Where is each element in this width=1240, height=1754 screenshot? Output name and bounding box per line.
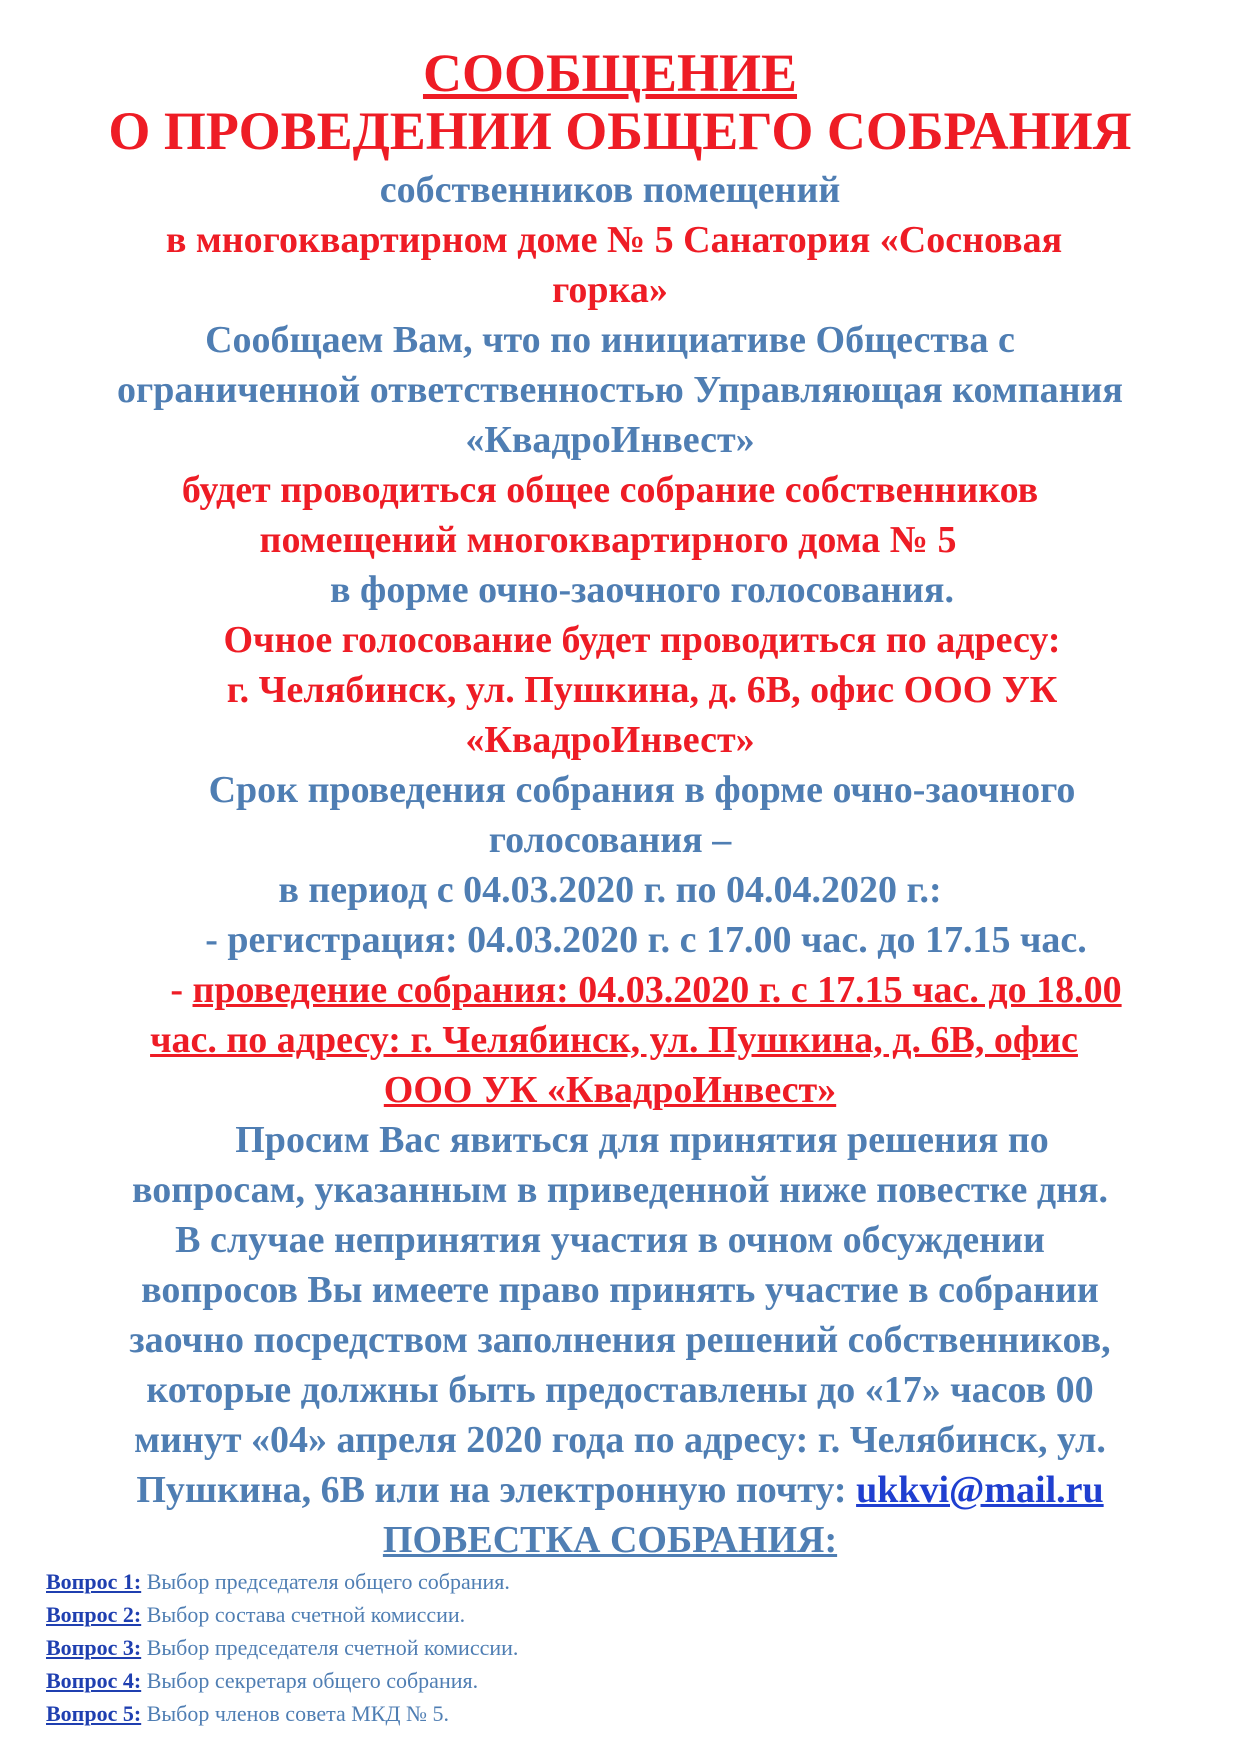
absent-line-4 — [0, 1368, 1240, 1412]
agenda-item-text: Выбор председателя счетной комиссии. — [141, 1635, 519, 1660]
subtitle-text-3: горка» — [552, 269, 668, 311]
agenda-item-text: Выбор секретаря общего собрания. — [141, 1668, 479, 1693]
registration-line — [26, 918, 1240, 962]
subtitle-line-1 — [0, 168, 1230, 212]
address-text-2: «КвадроИнвест» — [465, 719, 755, 761]
agenda-item-text: Выбор членов совета МКД № 5. — [141, 1701, 449, 1726]
request-text-2: вопросам, указанным в приведенной ниже повестке дня. — [131, 1169, 1109, 1211]
absent-text-4: которые должны быть предоставлены до «17» часов 00 — [146, 1369, 1094, 1411]
meeting-line-1 — [0, 468, 1230, 512]
agenda-item — [46, 1668, 478, 1694]
agenda-item — [46, 1569, 510, 1595]
holding-text-2: час. по адресу: г. Челябинск, ул. Пушкина, д. 6В, офис — [150, 1019, 1078, 1061]
absent-line-2 — [0, 1268, 1240, 1312]
absent-text-5: минут «04» апреля 2020 года по адресу: г. Челябинск, ул. — [134, 1419, 1106, 1461]
form-text: в форме очно-заочного голосования. — [330, 569, 954, 611]
absent-line-1 — [0, 1218, 1230, 1262]
request-line-1 — [22, 1118, 1240, 1162]
intro-line-3 — [0, 418, 1230, 462]
term-text-1: Срок проведения собрания в форме очно-заочного — [208, 769, 1076, 811]
holding-line-2 — [0, 1018, 1234, 1062]
intro-text-2: ограниченной ответственностью Управляющая компания — [117, 369, 1123, 411]
title-text-1: СООБЩЕНИЕ — [422, 43, 798, 103]
agenda-item — [46, 1701, 449, 1727]
agenda-item — [46, 1602, 465, 1628]
term-line-2 — [0, 818, 1230, 862]
intro-line-2 — [0, 368, 1240, 412]
subtitle-line-2 — [0, 218, 1234, 262]
meeting-line-2 — [0, 518, 1228, 562]
term-text-2: голосования – — [488, 819, 732, 861]
registration-text: - регистрация: 04.03.2020 г. с 17.00 час. до 17.15 час. — [205, 919, 1087, 961]
absent-text-1: В случае непринятия участия в очном обсуждении — [175, 1219, 1045, 1261]
subtitle-line-3 — [0, 268, 1230, 312]
agenda-item-label: Вопрос 3: — [46, 1635, 142, 1660]
title-line-1 — [0, 42, 1230, 104]
absent-line-6 — [0, 1468, 1240, 1512]
agenda-item-label: Вопрос 2: — [46, 1602, 142, 1627]
subtitle-text-1: собственников помещений — [379, 169, 841, 211]
title-text-2: О ПРОВЕДЕНИИ ОБЩЕГО СОБРАНИЯ — [108, 101, 1132, 161]
agenda-item — [46, 1635, 518, 1661]
agenda-item-label: Вопрос 1: — [46, 1569, 142, 1594]
holding-dash: - — [170, 969, 193, 1011]
address-line-2 — [0, 718, 1230, 762]
absent-line-5 — [0, 1418, 1240, 1462]
address-line-1 — [22, 668, 1240, 712]
address-label-line — [22, 618, 1240, 662]
subtitle-text-2: в многоквартирном доме № 5 Санатория «Сосновая — [165, 219, 1063, 261]
holding-text-3: ООО УК «КвадроИнвест» — [383, 1069, 837, 1111]
meeting-text-2: помещений многоквартирного дома № 5 — [259, 519, 957, 561]
agenda-item-label: Вопрос 5: — [46, 1701, 142, 1726]
agenda-item-text: Выбор состава счетной комиссии. — [141, 1602, 466, 1627]
agenda-item-label: Вопрос 4: — [46, 1668, 142, 1693]
address-label-text: Очное голосование будет проводиться по адресу: — [223, 619, 1061, 661]
intro-line-1 — [0, 318, 1230, 362]
agenda-item-text: Выбор председателя общего собрания. — [141, 1569, 510, 1594]
absent-text-2: вопросов Вы имеете право принять участие в собрании — [141, 1269, 1099, 1311]
period-line — [0, 868, 1230, 912]
term-line-1 — [22, 768, 1240, 812]
agenda-heading-line — [0, 1518, 1230, 1562]
absent-text-6: Пушкина, 6В или на электронную почту: — [136, 1469, 857, 1511]
intro-text-1: Сообщаем Вам, что по инициативе Общества с — [205, 319, 1015, 361]
holding-line-3 — [0, 1068, 1230, 1112]
holding-text-1: проведение собрания: 04.03.2020 г. с 17.15 час. до 18.00 — [192, 969, 1122, 1011]
holding-line-1 — [26, 968, 1240, 1012]
period-text: в период с 04.03.2020 г. по 04.04.2020 г.: — [278, 869, 942, 911]
agenda-heading: ПОВЕСТКА СОБРАНИЯ: — [382, 1519, 838, 1561]
request-text-1: Просим Вас явиться для принятия решения по — [235, 1119, 1049, 1161]
address-text-1: г. Челябинск, ул. Пушкина, д. 6В, офис ООО УК — [226, 669, 1058, 711]
intro-text-3: «КвадроИнвест» — [465, 419, 755, 461]
email-link[interactable]: ukkvi@mail.ru — [856, 1469, 1104, 1511]
title-line-2 — [0, 100, 1240, 162]
meeting-text-1: будет проводиться общее собрание собственников — [181, 469, 1039, 511]
absent-text-3: заочно посредством заполнения решений собственников, — [129, 1319, 1111, 1361]
form-line — [22, 568, 1240, 612]
request-line-2 — [0, 1168, 1240, 1212]
absent-line-3 — [0, 1318, 1240, 1362]
